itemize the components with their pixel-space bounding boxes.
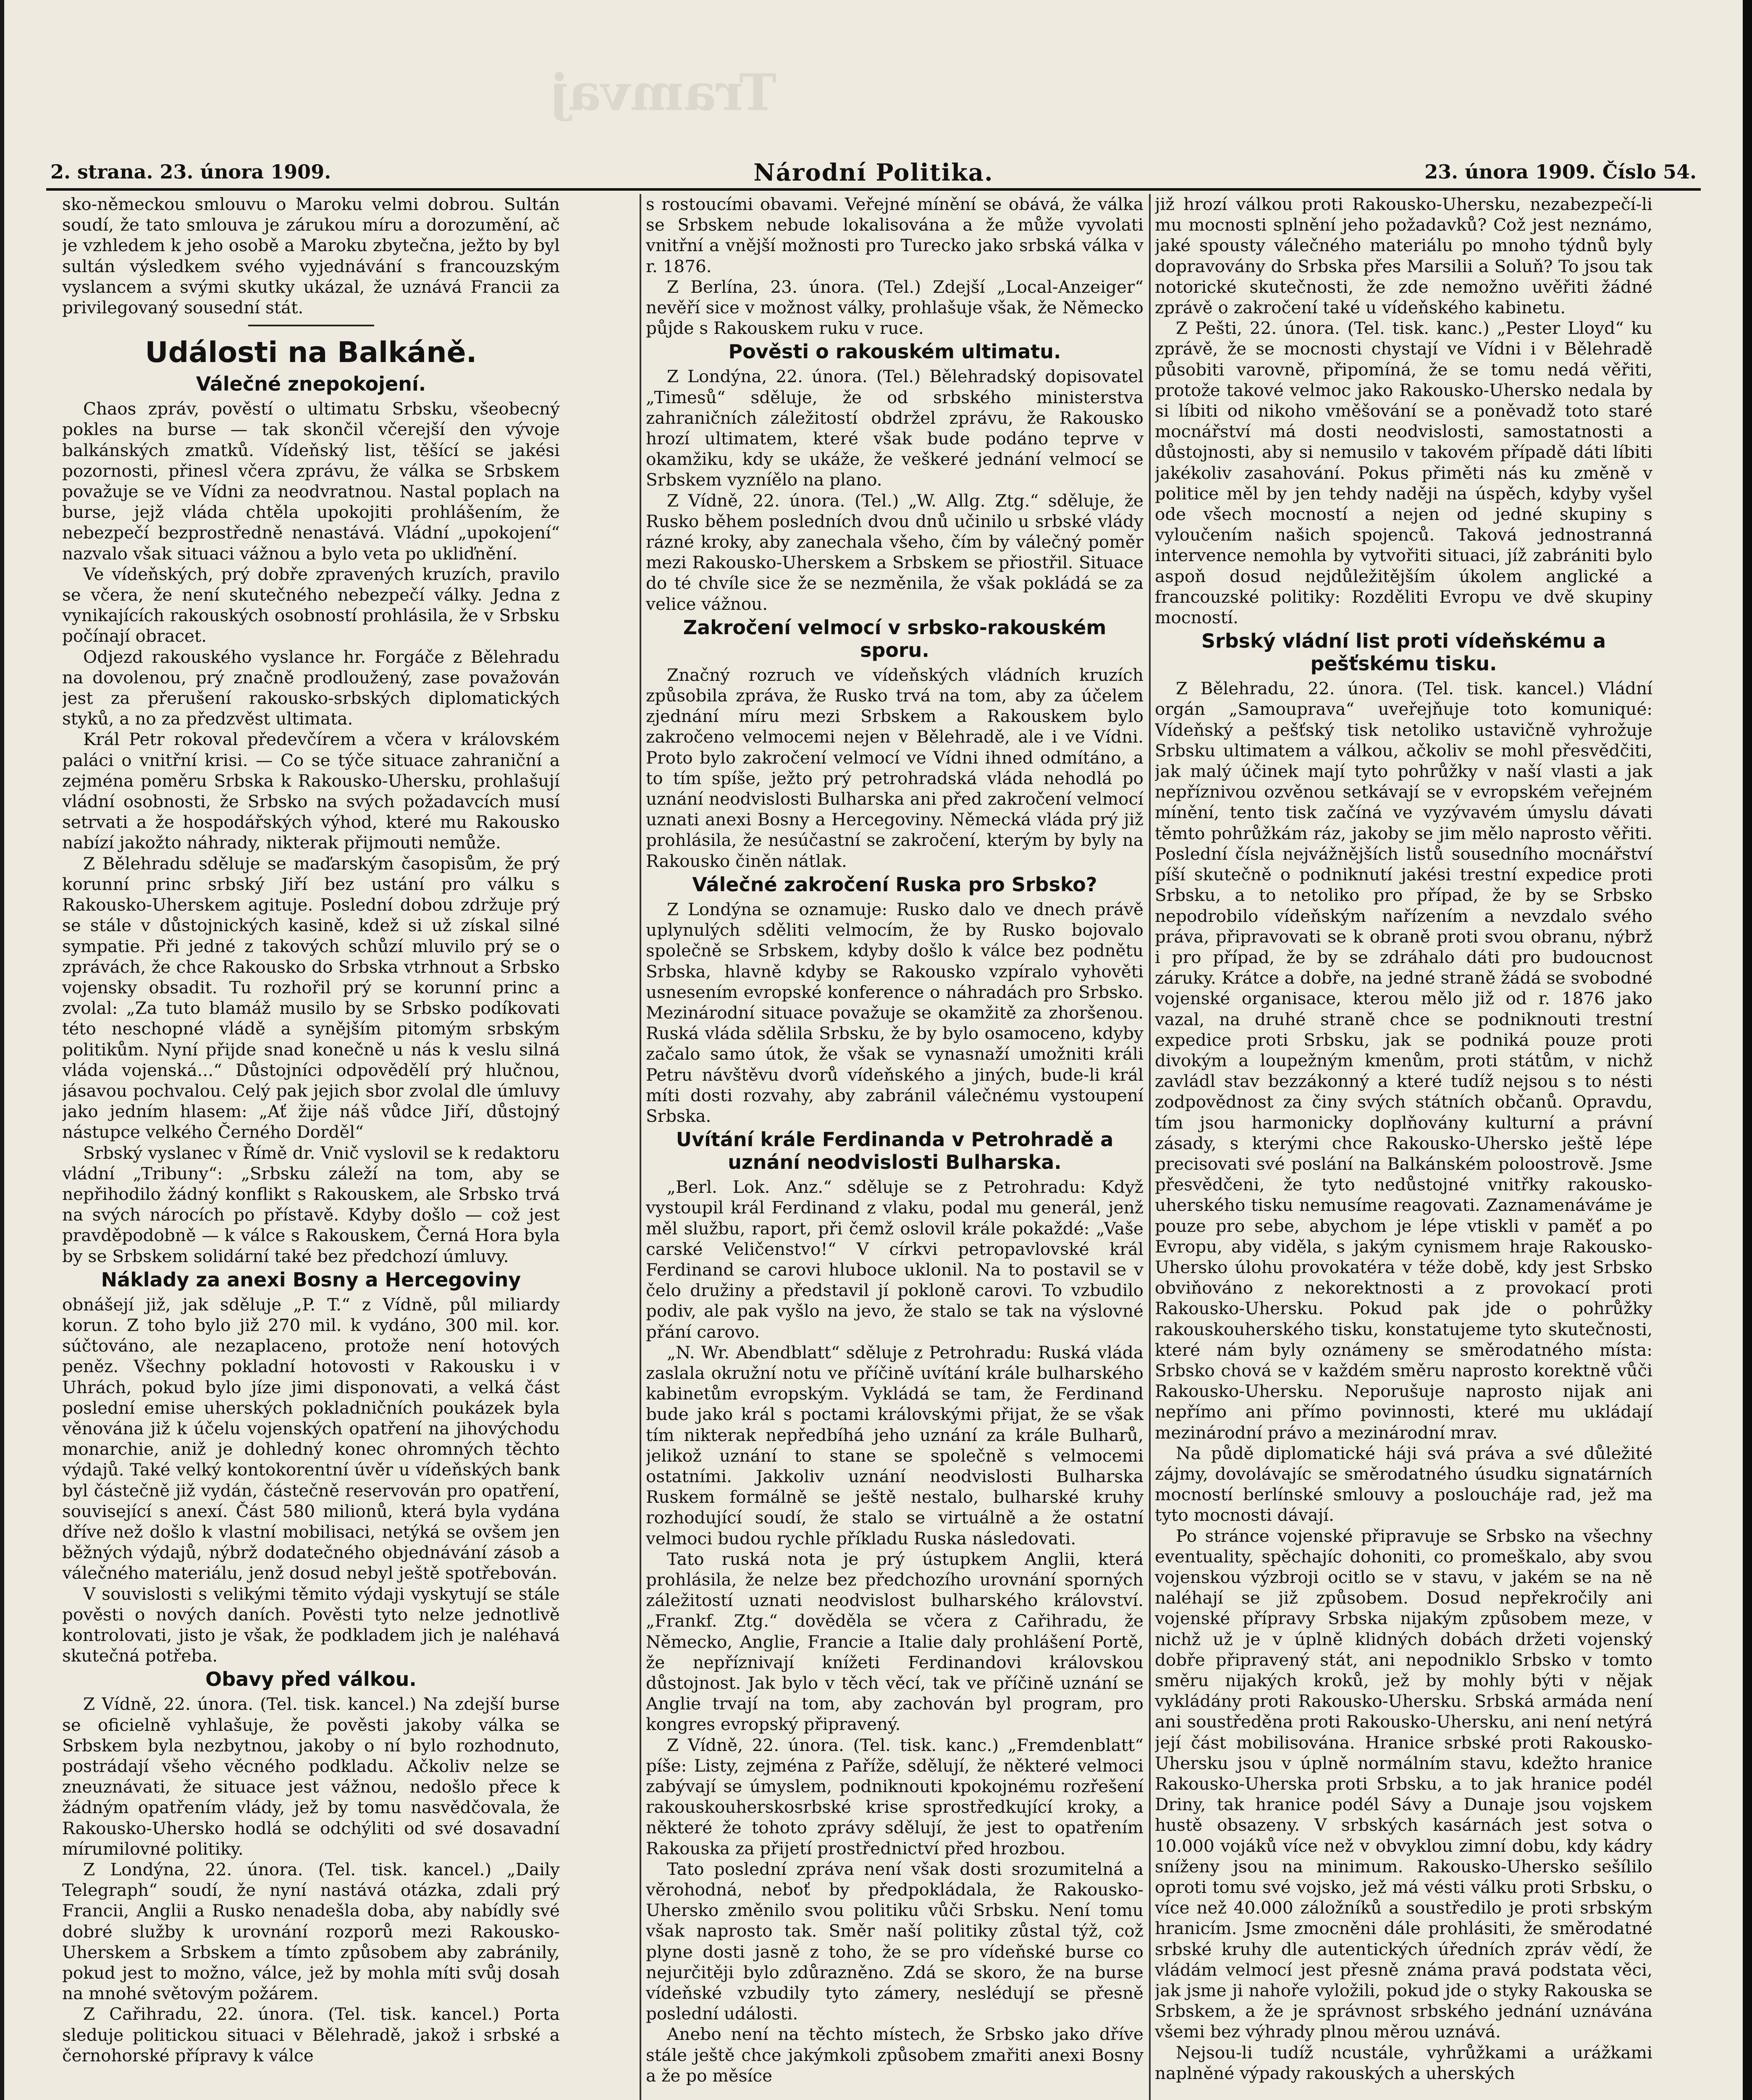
article-paragraph: Značný rozruch ve vídeňských vládních kruzích způsobila zpráva, že Rusko trvá na tom, aby za účelem zjednání míru mezi Srbskem a Rakouskem bylo zakročeno velmocemi nejen v Bělehradě, ale i ve Vídni. Proto bylo zakročení velmocí ve Vídni ihned odmítáno, a to tím spíše, ježto prý petrohradská vláda nehodlá po uznání neodvislosti Bulharska ani před zakročení velmocí uznati anexi Bosny a Hercegoviny. Německá vláda prý již prohlásila, že nesúčastní se zakročení, kterým by byly na Rakousko činěn nátlak. — [646, 664, 1144, 871]
article-paragraph: Tato ruská nota je prý ústupkem Anglii, která prohlásila, že nelze bez předchozího urovnání sporných záležitostí uznati neodvislost bulharského království. „Frankf. Ztg.“ dověděla se včera z Cařihradu, že Německo, Anglie, Francie a Italie daly prohlášení Portě, že nepříznivají knížeti Ferdinandovi královskou důstojnost. Jak bylo v těch věcí, tak ve příčině uznání se Anglie trvají na tom, aby zachován byl program, pro kongres evropský připravený. — [646, 1549, 1144, 1735]
article-paragraph: Anebo není na těchto místech, že Srbsko jako dříve stále ještě chce jakýmkoli způsobem zmařiti anexi Bosny a že po měsíce — [646, 2024, 1144, 2086]
scan-border — [1743, 0, 1752, 2100]
article-paragraph: Srbský vyslanec v Římě dr. Vnič vyslovil se k redaktoru vládní „Tribuny“: „Srbsku záleží na tom, aby se nepřihodilo žádný konflikt s Rakouskem, ale Srbsko trvá na svých nárocích po přístavě. Kdyby došlo — což jest pravděpodobně — k válce s Rakouskem, Černá Hora byla by se Srbskem solidární také bez předchozí úmluvy. — [62, 1142, 560, 1266]
header-newspaper-title: Národní Politika. — [753, 159, 994, 186]
header-rule — [46, 188, 1701, 191]
article-paragraph: Tato poslední zpráva není však dosti srozumitelná a věrohodná, neboť by předpokládala, že Rakousko-Uhersko změnilo svou politiku vůči Srbsku. Není tomu však naprosto tak. Směr naší politiky zůstal týž, což plyne dosti jasně z toho, že se pro vídeňské burse co nejurčitěji bylo zdůrazněno. Zdá se skoro, že na burse vídeňské vzbudily tyto zámery, neslédují se přesně poslední události. — [646, 1858, 1144, 2024]
article-heading: Válečné znepokojení. — [196, 373, 426, 396]
article-paragraph: již hrozí válkou proti Rakousko-Uhersku, nezabezpečí-li mu mocnosti splnění jeho požadavků? Což jest neznámo, jaké spousty válečného materiálu po mnoho týdnů byly dopravovány do Srbska přes Marsilii a Soluň? To jsou tak notorické skutečnosti, že zde nemožno uvěřiti žádné zprávě o zakročení také u vídeňského kabinetu. — [1155, 194, 1652, 318]
article-paragraph: Z Vídně, 22. února. (Tel.) „W. Allg. Ztg.“ sděluje, že Rusko během posledních dvou dnů učinilo u srbské vlády rázné kroky, aby zanechala všeho, čím by válečný poměr mezi Rakousko-Uherskem a Srbskem se přiostřil. Situace do té chvíle sice že se nezměnila, že však pokládá se za velice vážnou. — [646, 490, 1144, 614]
article-paragraph: Odjezd rakouského vyslance hr. Forgáče z Bělehradu na dovolenou, prý značně prodloužený, zase považován jest za přerušení rakousko-srbských diplomatických styků, a no za předzvěst ultimata. — [62, 646, 560, 729]
article-heading: Obavy před válkou. — [205, 1668, 417, 1691]
article-paragraph: Z Cařihradu, 22. února. (Tel. tisk. kancel.) Porta sleduje politickou situaci v Bělehradě, jakož i srbské a černohorské přípravy k válce — [62, 2004, 560, 2066]
article-paragraph: obnášejí již, jak sděluje „P. T.“ z Vídně, půl miliardy korun. Z toho bylo již 270 mil. k vydáno, 300 mil. kor. súčtováno, ale nezaplaceno, protože není hotových peněz. Všechny pokladní hotovosti v Rakousku i v Uhrách, pokud bylo jíze jimi disponovati, a velká část poslední emise uherských pokladničních poukázek byla věnována již k účelu vojenských opatření na jihovýchodu monarchie, aniž je dohledný konec ohromných těchto výdajů. Také velký kontokorentní úvěr u vídeňských bank byl částečně již vydán, částečně reservován pro opatření, související s anexí. Část 580 milionů, která byla vydána dříve než došlo k vlastní mobilisaci, netýká se ovšem jen běžných výdajů, nýbrž dodatečného objednávání zásob a válečného materiálu, jenž dosud nebyl ještě spotřebován. — [62, 1294, 560, 1583]
article-paragraph: Ve vídeňských, prý dobře zpravených kruzích, pravilo se včera, že není skutečného nebezpečí války. Jedna z vynikajících rakouských osobností prohlásila, že v Srbsku počínají obracet. — [62, 564, 560, 646]
newspaper-page — [4, 0, 1743, 2100]
article-paragraph: Chaos zpráv, pověstí o ultimatu Srbsku, všeobecný pokles na burse — tak skončil včerejší den vývoje balkánských zmatků. Vídeňský list, těšící se jakési pozornosti, přinesl včera zprávu, že válka se Srbskem považuje se ve Vídni za neodvratnou. Nastal poplach na burse, jejž vláda chtěla upokojiti prohlášením, že nebezpečí bezprostředně nenastává. Vládní „upokojení“ nazvalo však situaci vážnou a bylo veta po ukliďnění. — [62, 399, 560, 564]
article-paragraph: sko-německou smlouvu o Maroku velmi dobrou. Sultán soudí, že tato smlouva je zárukou míru a dorozumění, ač je vzhledem k jeho osobě a Maroku zbytečna, ježto by byl sultán výsledkem svého vyjednávání s francouzským vyslancem a svými skutky ukázal, že uznává Francii za privilegovaný sousední stát. — [62, 194, 560, 318]
section-heading: Události na Balkáně. — [145, 336, 477, 370]
article-paragraph: V souvislosti s velikými těmito výdaji vyskytují se stále pověsti o nových daních. Pověsti tyto nelze jednotlivě kontrolovati, jisto je však, že podkladem jich je naléhavá skutečná potřeba. — [62, 1583, 560, 1666]
article-paragraph: Z Londýna, 22. února. (Tel.) Bělehradský dopisovatel „Timesů“ sděluje, že od srbského ministerstva zahraničních záležitostí obdržel zprávu, že Rakousko hrozí ultimatem, které však bude podáno teprve v okamžiku, kdy se ukáže, že veškeré jednání velmocí se Srbskem vyzníělo na plano. — [646, 366, 1144, 490]
article-paragraph: Z Bělehradu, 22. února. (Tel. tisk. kancel.) Vládní orgán „Samouprava“ uveřejňuje toto komuniqué: Vídeňský a pešťský tisk netoliko ustavičně vyhrožuje Srbsku ultimatem a válkou, ačkoliv se mohl přesvědčiti, jak malý účinek mají tyto pohrůžky v naší vlasti a jak nepříznivou ozvěnou setkávají se v evropském veřejném mínění, tento tisk začíná ve vyzývavém úmyslu dávati těmto pohrůžkám ráz, jakoby se jim mělo naprosto věřiti. Poslední čísla nejvážnějších listů sousedního mocnářství píší skutečně o podniknutí jakési trestní expedice proti Srbsku, a to netoliko pro případ, že by se Srbsko nepodrobilo vídeňským nařízením a nevzdalo svého práva, připravovati se k obraně proti svou obranu, nýbrž i pro případ, že by se zdráhalo dáti pro budoucnost záruky. Krátce a dobře, na jedné straně žádá se svobodné vojenské organisace, kterou mělo již od r. 1876 jako vazal, na druhé straně chce se podniknouti trestní expedice proti Srbsku, jak se podniká pouze proti divokým a loupežným kmenům, proti státům, v nichž zavládl stav bezzákonný a které tudíž nejsou s to nésti zodpovědnost za činy svých státních občanů. Opravdu, tím jsou harmonicky doplňovány kulturní a právní zásady, s kterými chce Rakousko-Uhersko ještě lépe precisovati své poslání na Balkánském poloostrově. Jsme přesvědčeni, že tyto nedůstojné vnitřky rakousko-uherského tisku nemusíme reagovati. Zaznamenáváme je pouze pro sebe, abychom je lépe vtiskli v paměť a po Evropu, aby viděla, s jakým cynismem hraje Rakousko-Uhersko úlohu provokatéra v téže době, kdy jest Srbsko obviňováno z nekorektnosti a z provokací proti Rakousko-Uhersku. Pokud pak jde o pohrůžky rakouskouherského tisku, konstatujeme tyto skutečnosti, které nám byly oznámeny se směrodatného místa: Srbsko chová se v každém směru naprosto korektně vůči Rakousko-Uhersku. Neporušuje naprosto nijak ani nepřímo ani přímo povinnosti, které mu ukládají mezinárodní právo a mezinárodní mrav. — [1155, 678, 1652, 1443]
article-paragraph: Na půdě diplomatické háji svá práva a své důležité zájmy, dovolávajíc se směrodatného úsudku signatárních mocností berlínské smlouvy a posloucháje rad, jež ma tyto mocnosti dávají. — [1155, 1443, 1652, 1525]
column-divider — [640, 194, 641, 2100]
article-paragraph: Z Londýna se oznamuje: Rusko dalo ve dnech právě uplynulých sděliti velmocím, že by Rusko bojovalo společně se Srbskem, kdyby došlo k válce bez podnětu Srbska, hlavně kdyby se Rakousko vzpíralo vyhověti usnesením evropské konference o náhradách pro Srbsko. Mezinárodní situace považuje se okamžitě za zhoršenou. Ruská vláda sdělila Srbsku, že by bylo osamoceno, kdyby začalo samo útok, že však se vynasnaží umožniti králi Petru návštěvu dvorů vídeňského a jiných, bude-li král míti dosti rozvahy, aby zabránil válečnému vystoupení Srbska. — [646, 899, 1144, 1126]
article-paragraph: Z Vídně, 22. února. (Tel. tisk. kanc.) „Fremdenblatt“ píše: Listy, zejména z Paříže, sdělují, že některé velmoci zabývají se úmyslem, podniknouti kpokojnému rozřešení rakouskouherskosrbské krise sprostředkující kroky, a některé že tohoto zprávy sdělují, že jest to opatřením Rakouska za přijetí prostřednictví před hrozbou. — [646, 1735, 1144, 1858]
article-paragraph: Z Vídně, 22. února. (Tel. tisk. kancel.) Na zdejší burse se oficielně vyhlašuje, že pověsti jakoby válka se Srbskem byla nezbytnou, jakoby o ní bylo rozhodnuto, postrádají všeho věcného podkladu. Ačkoliv nelze se zneuznávati, že situace jest vážnou, nedošlo přece k žádným opatřením vlády, jež by tomu nasvědčovala, že Rakousko-Uhersko hodlá se odchýliti od své dosavadní mírumilovné politiky. — [62, 1694, 560, 1859]
article-heading: Srbský vládní list proti vídeňskému a pešťskému tisku. — [1201, 630, 1606, 675]
article-heading: Pověsti o rakouském ultimatu. — [728, 340, 1061, 363]
article-heading: Válečné zakročení Ruska pro Srbsko? — [692, 873, 1097, 896]
article-paragraph: s rostoucími obavami. Veřejné mínění se obává, že válka se Srbskem nebude lokalisována a že může vyvolati vnitřní a vnější možnosti pro Turecko jako srbská válka v r. 1876. — [646, 194, 1144, 276]
article-paragraph: Nejsou-li tudíž ncustále, vyhrůžkami a urážkami naplněné výpady rakouských a uherských — [1155, 2042, 1652, 2083]
article-heading: Náklady za anexi Bosny a Hercegoviny — [101, 1268, 521, 1291]
column-3 — [1155, 194, 1652, 2100]
bleed-through-ghost-text: Tramvaj — [550, 63, 777, 122]
article-paragraph: Z Berlína, 23. února. (Tel.) Zdejší „Local-Anzeiger“ nevěří sice v možnost války, prohlašuje však, že Německo půjde s Rakouskem ruku v ruce. — [646, 276, 1144, 339]
article-heading: Zakročení velmocí v srbsko-rakouském sporu. — [683, 616, 1107, 662]
article-paragraph: Z Londýna, 22. února. (Tel. tisk. kancel.) „Daily Telegraph“ soudí, že nyní nastává otázka, zdali prý Francii, Anglii a Rusko nenadešla doba, aby nabídly své dobré služby k urovnání rozporů mezi Rakousko-Uherskem a Srbskem a tímto způsobem aby zabránily, pokud jest to možno, válce, jež by mohla míti svůj dosah na mnohé světovým požárem. — [62, 1859, 560, 2004]
section-separator — [248, 325, 374, 326]
column-2 — [646, 194, 1144, 2100]
article-heading: Uvítání krále Ferdinanda v Petrohradě a uznání neodvislosti Bulharska. — [676, 1128, 1114, 1174]
header-page-date: 2. strana. 23. února 1909. — [50, 160, 331, 183]
article-paragraph: Z Bělehradu sděluje se maďarským časopisům, že prý korunní princ srbský Jiří bez ustání pro válku s Rakousko-Uherskem agituje. Poslední dobou zdržuje prý se stále v důstojnických kasině, kdež si už získal silné sympatie. Při jedné z takových schůzí mluvilo prý se o zprávách, že chce Rakousko do Srbska vtrhnout a Srbsko vojensky obsadit. Tu rozhořil prý se korunní princ a zvolal: „Za tuto blamáž musilo by se Srbsko podíkovati této neschopné vládě a synějším pitomým srbským politikům. Nyní přijde snad konečně u nás k veslu silná vláda vojenská...“ Důstojníci odpovědělí prý hlučnou, jásavou pochvalou. Celý pak jejich sbor zvolal dle úmluvy jako jedním hlasem: „Ať žije náš vůdce Jiří, důstojný nástupce velkého Černého Dorděl“ — [62, 853, 560, 1142]
article-paragraph: Král Petr rokoval předevčírem a včera v královském paláci o vnitřní krisi. — Co se týče situace zahraniční a zejména poměru Srbska k Rakousko-Uhersku, prohlašují vládní osobnosti, že Srbsko na svých požadavcích musí setrvati a že hospodářských výhod, které mu Rakousko nabízí jakožto náhrady, nikterak přijmouti nemůže. — [62, 729, 560, 853]
column-divider — [1149, 194, 1151, 2100]
article-paragraph: Po stránce vojenské připravuje se Srbsko na všechny eventuality, spěchajíc dohoniti, co promeškalo, aby svou vojenskou výzbroji ocitlo se v stavu, v jakém se na ně naléhají se již způsobem. Dosud nepřekročily ani vojenské přípravy Srbska nijakým způsobem meze, v nichž už je v úplně klidných dobách držeti vojenský dobře připravený stát, ani nepodniklo Srbsko v tomto směru nijakých kroků, jež by mohly býti v nějak vykládány proti Rakousko-Uhersku. Srbská armáda není ani soustředěna proti Rakousko-Uhersku, ani není netýrá její část mobilisována. Hranice srbské proti Rakousko-Uhersku jsou v úplně normálním stavu, kdežto hranice Rakousko-Uherska proti Srbsku, a to jak hranice podél Driny, tak hranice podél Sávy a Dunaje jsou vojskem hustě obsazeny. V srbských kasárnách jest sotva o 10.000 vojáků více než v obvyklou zimní dobu, kdy kádry sníženy jsou na minimum. Rakousko-Uhersko sešílilo oproti tomu své vojsko, jež má vésti válku proti Srbsku, o více než 40.000 záložníků a soustředilo je proti srbským hranicím. Jsme zmocněni dále prohlásiti, že směrodatné srbské kruhy dle autentických úředních zpráv vědí, že vládám velmocí jest přesně známa pravá podstata věci, jak jsme ji nahoře vyložili, pokud jde o styky Rakouska se Srbskem, a že je správnost srbského jednání uznávána všemi bez výhrady plnou měrou uznává. — [1155, 1525, 1652, 2042]
header-date-issue: 23. února 1909. Číslo 54. — [1424, 160, 1697, 183]
article-paragraph: „Berl. Lok. Anz.“ sděluje se z Petrohradu: Když vystoupil král Ferdinand z vlaku, podal mu generál, jenž měl službu, raport, při čemž oslovil krále pokaždé: „Vaše carské Veličenstvo!“ V církvi petropavlovské král Ferdinand se carovi hluboce uklonil. Na to postavil se v čelo družiny a představil jí pokloně carovi. To vzbudilo podiv, ale pak vyšlo na jevo, že stalo se tak na výslovné přání carovo. — [646, 1177, 1144, 1342]
column-1 — [62, 194, 560, 2100]
article-paragraph: „N. Wr. Abendblatt“ sděluje z Petrohradu: Ruská vláda zaslala okružní notu ve příčině uvítání krále bulharského kabinetům evropským. Vykládá se tam, že Ferdinand bude jako král s poctami královskými přijat, že se však tím nikterak nepředbíhá jeho uznání za krále Bulharů, jelikož uznání to stane se společně s velmocemi ostatními. Jakkoliv uznání neodvislosti Bulharska Ruskem formálně se ještě nestalo, bulharské kruhy rozhodující soudí, že stalo se virtuálně a že ostatní velmoci budou rychle příkladu Ruska následovati. — [646, 1342, 1144, 1549]
page-header — [50, 160, 1697, 186]
article-paragraph: Z Pešti, 22. února. (Tel. tisk. kanc.) „Pester Lloyd“ ku zprávě, že se mocnosti chystají ve Vídni i v Bělehradě působiti varovně, připomíná, že se tomu nedá věřiti, protože takové velmoc jako Rakousko-Uhersko nedala by si líbiti od nikoho vměšování se a poněvadž toto staré mocnářství má dosti neodvislosti, samostatnosti a důstojnosti, aby si nemusilo v takovém případě dáti líbiti jakékoliv zasahování. Pokus přiměti nás ku změně v politice měl by jen tehdy naději na úspěch, kdyby vyšel ode všech mocností a nejen od jedné skupiny s vyloučením našich spojenců. Taková jednostranná intervence nemohla by vytvořiti situaci, jíž zabrániti bylo aspoň dosud nejdůležitějším úkolem anglické a francouzské politiky: Rozděliti Evropu ve dvě skupiny mocností. — [1155, 318, 1652, 628]
